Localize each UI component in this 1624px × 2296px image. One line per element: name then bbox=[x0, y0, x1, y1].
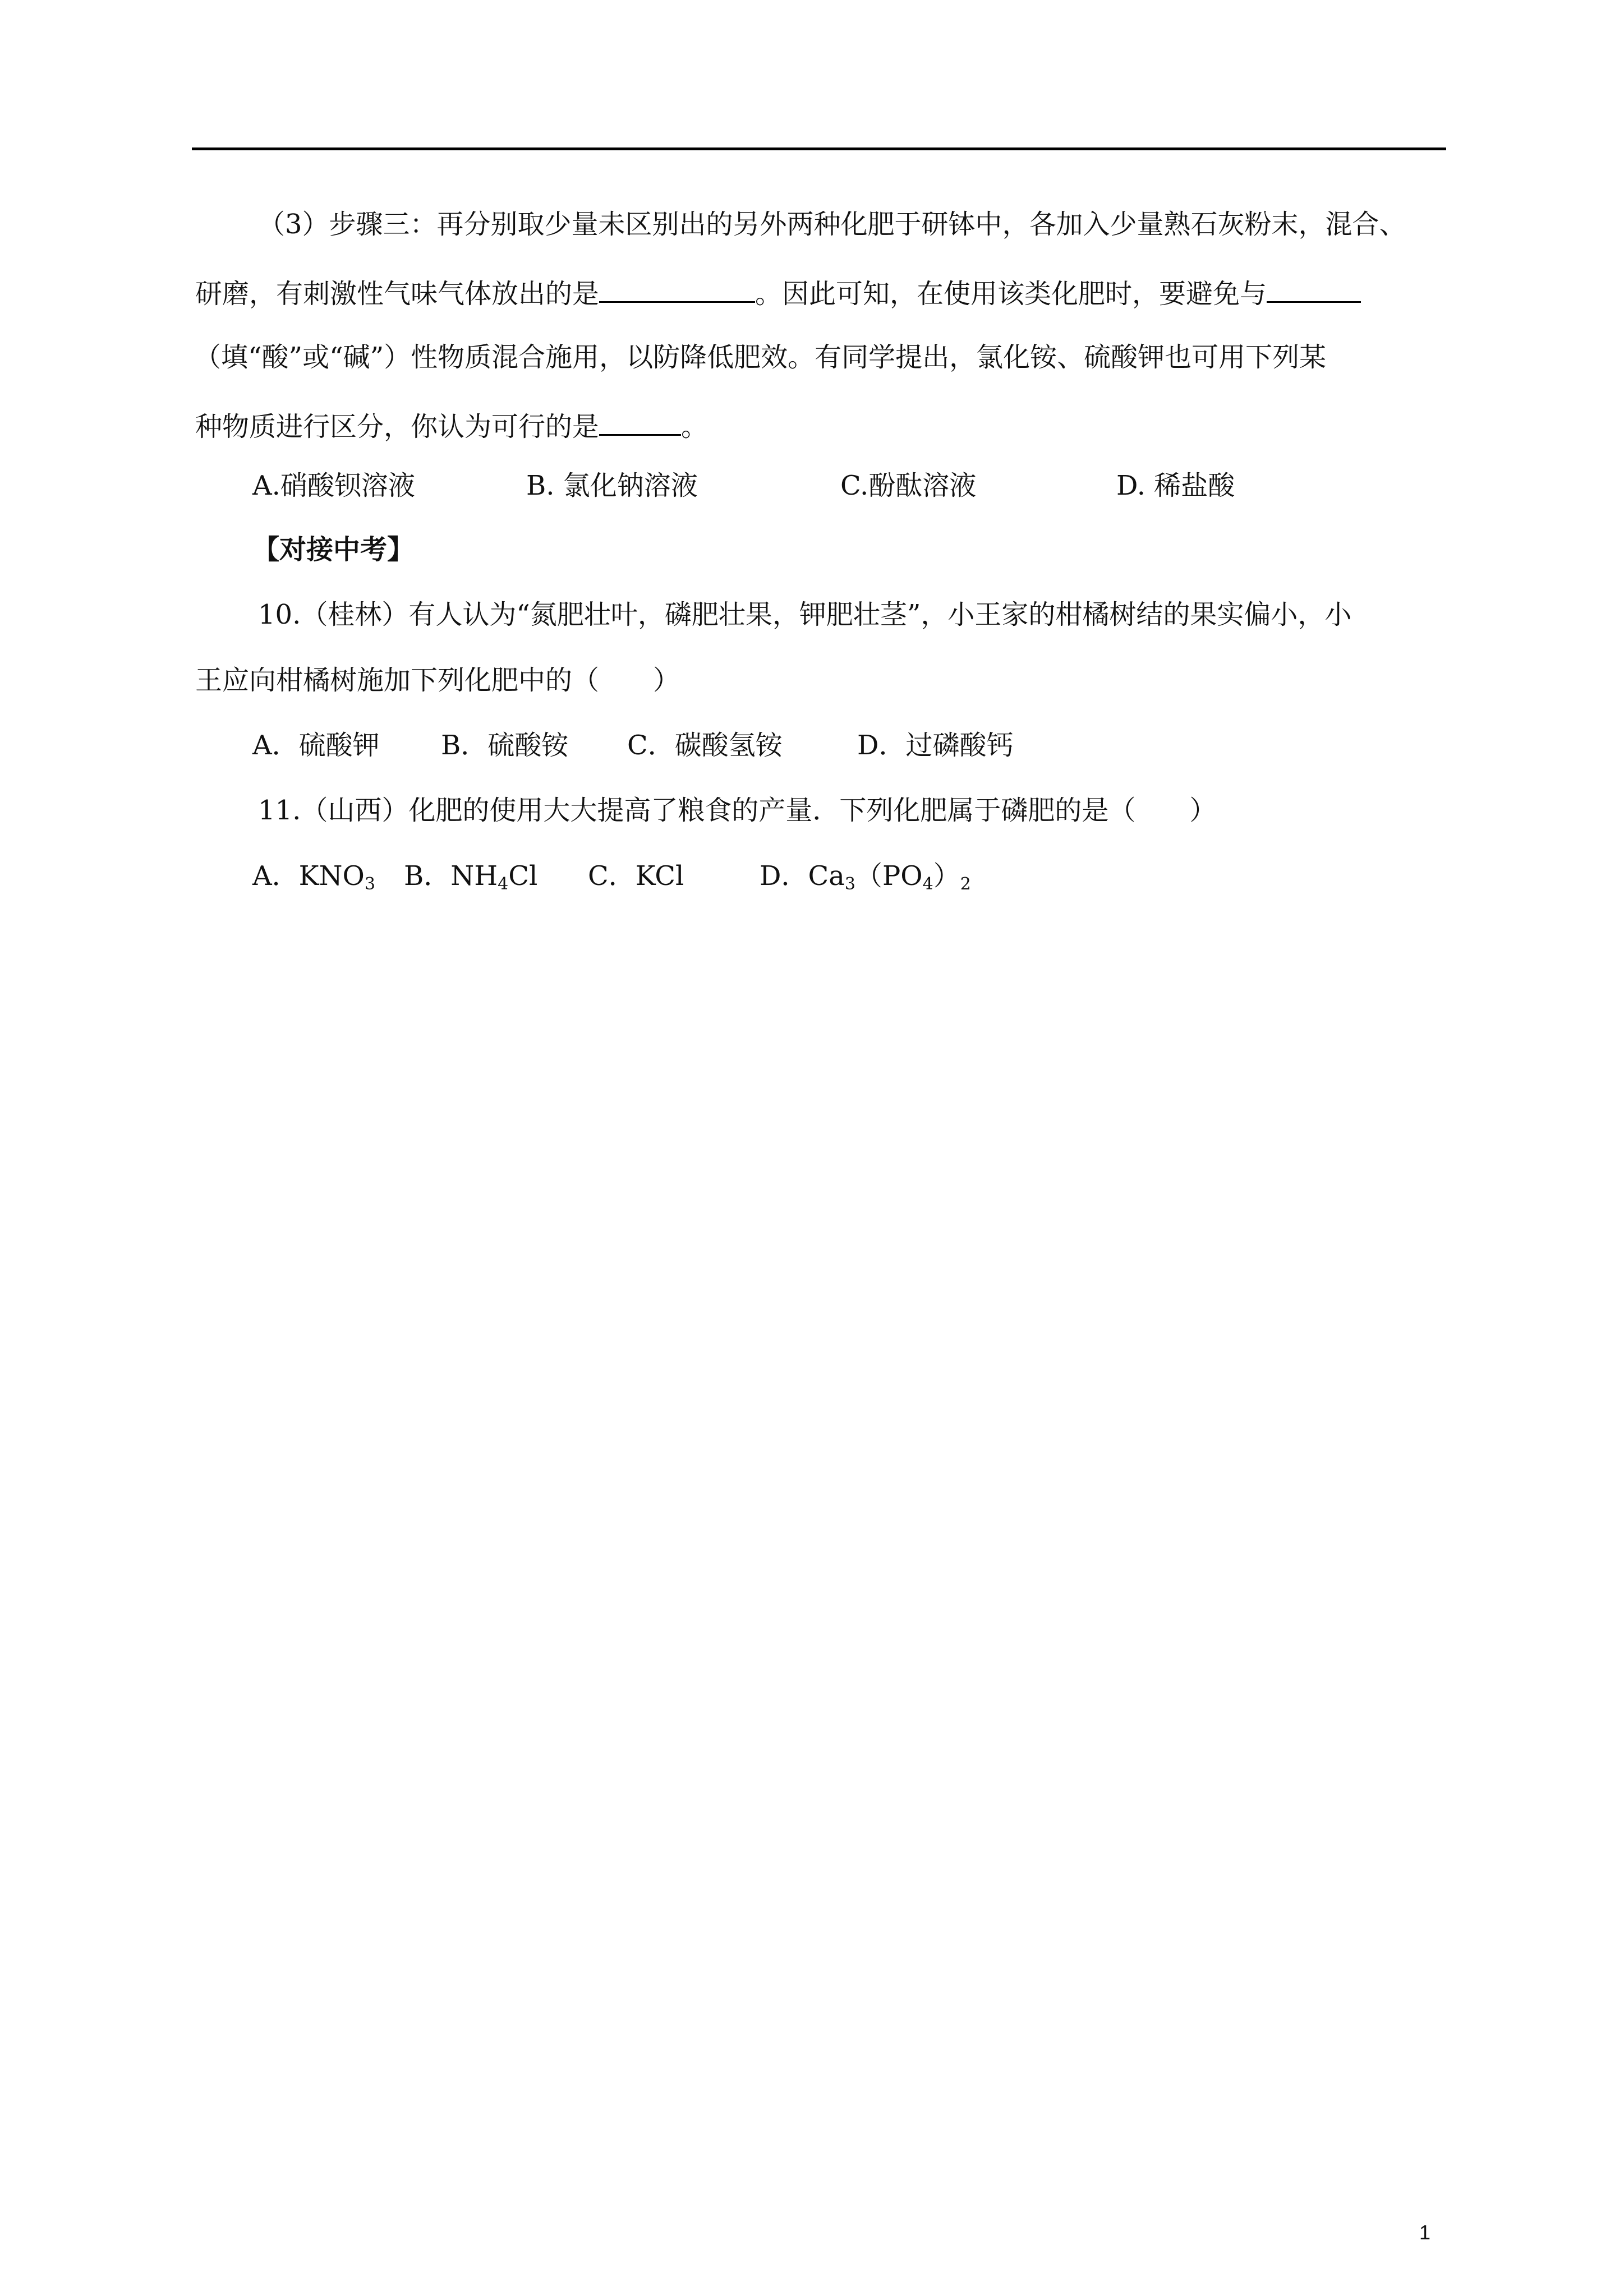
q11-line-1: 11.（山西）化肥的使用大大提高了粮食的产量．下列化肥属于磷肥的是（ ） bbox=[258, 795, 1217, 826]
step3-line-4-text-b: 。 bbox=[681, 411, 709, 442]
step3-option-c[interactable]: C.酚酞溶液 bbox=[840, 470, 977, 501]
step3-option-d[interactable]: D. 稀盐酸 bbox=[1116, 470, 1235, 501]
q11-option-d-text-tail: ） bbox=[933, 860, 960, 892]
step3-line-4-text-a: 种物质进行区分，你认为可行的是 bbox=[195, 411, 600, 442]
step3-line-3: （填“酸”或“碱”）性物质混合施用，以防降低肥效。有同学提出，氯化铵、硫酸钾也可用下列某 bbox=[194, 342, 1327, 373]
q11-option-d-text: D．Ca bbox=[760, 860, 845, 892]
step3-line-2-text-a: 研磨，有刺激性气味气体放出的是 bbox=[195, 278, 600, 310]
q11-option-d-text-mid: （PO bbox=[855, 860, 923, 892]
q11-option-a-subscript: 3 bbox=[364, 874, 375, 894]
step3-line-2 bbox=[195, 276, 1361, 310]
q11-option-d-subscript-3: 2 bbox=[960, 874, 971, 894]
answer-blank-reagent[interactable] bbox=[599, 409, 681, 436]
step3-line-2-text-b: 。因此可知，在使用该类化肥时，要避免与 bbox=[755, 278, 1267, 310]
q10-option-a[interactable]: A．硫酸钾 bbox=[252, 730, 380, 761]
q11-option-d[interactable] bbox=[760, 860, 971, 894]
step3-line-1: （3）步骤三：再分别取少量未区别出的另外两种化肥于研钵中，各加入少量熟石灰粉末，混合、 bbox=[258, 209, 1406, 240]
q11-option-b-subscript: 4 bbox=[498, 874, 509, 894]
step3-option-a[interactable]: A.硝酸钡溶液 bbox=[252, 470, 415, 501]
step3-option-b[interactable]: B. 氯化钠溶液 bbox=[526, 470, 698, 501]
q11-option-a-text: A．KNO bbox=[252, 860, 365, 892]
section-title: 【对接中考】 bbox=[252, 534, 415, 565]
page-number: 1 bbox=[1419, 2221, 1431, 2244]
header-rule bbox=[192, 147, 1446, 150]
q11-option-a[interactable] bbox=[252, 860, 375, 894]
q10-option-d[interactable]: D．过磷酸钙 bbox=[857, 730, 1014, 761]
answer-blank-gas[interactable] bbox=[599, 276, 755, 303]
q10-line-1: 10.（桂林）有人认为“氮肥壮叶，磷肥壮果，钾肥壮茎”，小王家的柑橘树结的果实偏小，小 bbox=[258, 599, 1352, 630]
q10-line-2: 王应向柑橘树施加下列化肥中的（ ） bbox=[195, 665, 680, 696]
q10-option-c[interactable]: C．碳酸氢铵 bbox=[627, 730, 783, 761]
step3-line-4 bbox=[195, 409, 708, 440]
q11-option-d-subscript-1: 3 bbox=[844, 874, 855, 894]
q11-option-b-text: B．NH bbox=[404, 860, 498, 892]
q11-option-c[interactable]: C．KCl bbox=[588, 860, 684, 892]
answer-blank-acid-base[interactable] bbox=[1267, 276, 1361, 303]
q10-option-b[interactable]: B．硫酸铵 bbox=[441, 730, 569, 761]
q11-option-b-text-tail: Cl bbox=[508, 860, 538, 892]
q11-option-b[interactable] bbox=[404, 860, 538, 894]
q11-option-d-subscript-2: 4 bbox=[922, 874, 933, 894]
